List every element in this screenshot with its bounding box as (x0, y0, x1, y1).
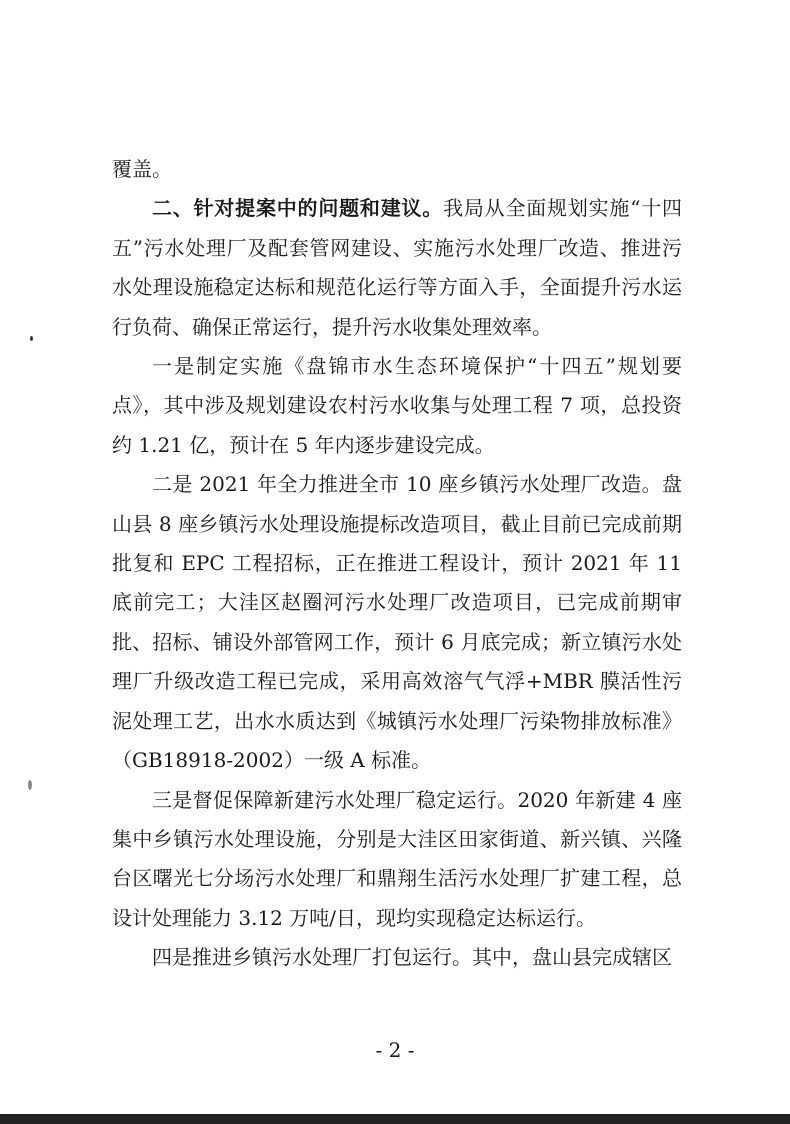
paragraph-item-four: 四是推进乡镇污水处理厂打包运行。其中，盘山县完成辖区 (152, 945, 672, 970)
paragraph-continuation: 覆盖。 (112, 157, 172, 181)
page-number: - 2 - (375, 1038, 415, 1062)
paragraph-item-one: 一是制定实施《盘锦市水生态环境保护“十四五”规划要点》，其中涉及规划建设农村污水收集与处理工程 7 项，总投资约 1.21 亿，预计在 5 年内逐步建设完成。 (112, 354, 682, 457)
scan-speck (30, 336, 33, 341)
section-heading: 二、针对提案中的问题和建议。 (152, 196, 444, 221)
document-body (112, 150, 682, 978)
paragraph-section-two (112, 189, 682, 347)
paragraph-item-three: 三是督促保障新建污水处理厂稳定运行。2020 年新建 4 座集中乡镇污水处理设施，分别是大洼区田家街道、新兴镇、兴隆台区曙光七分场污水处理厂和鼎翔生活污水处理厂扩建工程，总设计处理能力 3.12 万吨/日，现均实现稳定达标运行。 (112, 787, 682, 930)
scan-speck (28, 780, 32, 790)
scan-bottom-edge (0, 1114, 790, 1124)
section-text: 我局从全面规划实施“十四五”污水处理厂及配套管网建设、实施污水处理厂改造、推进污水处理设施稳定达标和规范化运行等方面入手，全面提升污水运行负荷、确保正常运行，提升污水收集处理效率。 (112, 196, 682, 339)
paragraph-item-two: 二是 2021 年全力推进全市 10 座乡镇污水处理厂改造。盘山县 8 座乡镇污水处理设施提标改造项目，截止目前已完成前期批复和 EPC 工程招标，正在推进工程设计，预计 2021 年 11 底前完工；大洼区赵圈河污水处理厂改造项目，已完成前期审批、招标、铺设外部管网工作，预计 6 月底完成；新立镇污水处理厂升级改造工程已完成，采用高效溶气气浮+MBR 膜活性污泥处理工艺，出水水质达到《城镇污水处理厂污染物排放标准》（GB18918-2002）一级 A 标准。 (112, 472, 682, 773)
